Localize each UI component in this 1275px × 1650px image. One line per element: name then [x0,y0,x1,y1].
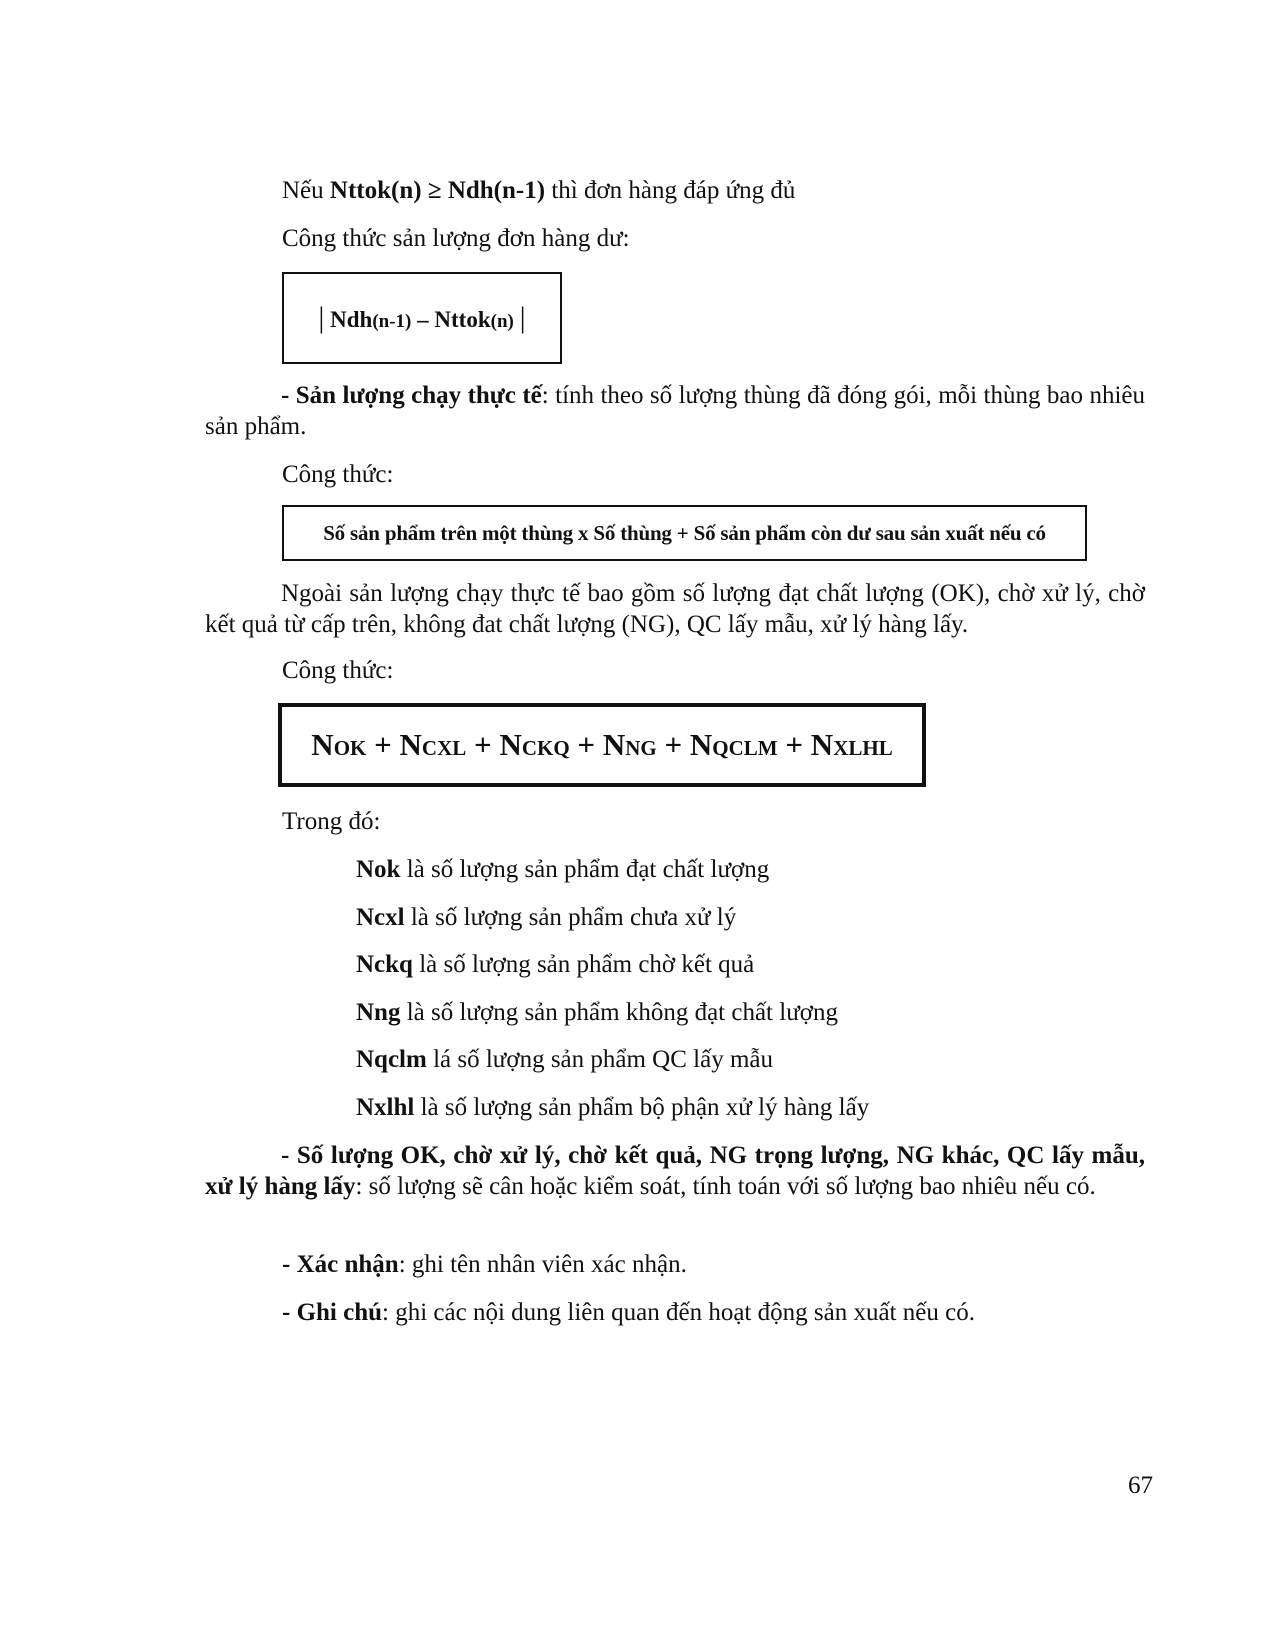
page-number: 67 [1128,1472,1153,1499]
actual-output-term: Sản lượng chạy thực tế [295,382,542,409]
definition-item [356,1093,869,1123]
sum-term-n: N [499,727,522,762]
formula-label-1: Công thức: [282,461,394,488]
formula-term-ndh-index: (n-1) [372,311,412,332]
breakdown-paragraph: Ngoài sản lượng chạy thực tế bao gồm số lượng đạt chất lượng (OK), chờ xử lý, chờ kết quả từ cấp trên, không đat chất lượng (NG), QC lấy mẫu, xử lý hàng lấy. [205,580,1145,638]
definition-item [356,855,769,885]
definition-item [356,903,736,933]
sum-term-n: N [602,727,626,762]
abs-bar-right: | [519,301,526,334]
confirm-line [282,1250,687,1280]
definition-term: Nqclm [356,1046,427,1073]
definition-item [356,950,754,980]
formula-term-nttok-index: (n) [490,311,514,332]
formula-term-ndh: Ndh [330,307,373,332]
sum-term-xlhl: XLHL [833,736,893,760]
sum-term-cxl: CXL [421,736,467,760]
quantities-paragraph [205,1140,1145,1202]
definition-text: là số lượng sản phẩm bộ phận xử lý hàng lấy [414,1094,870,1121]
bullet-dash: - [282,1251,297,1278]
definition-text: là số lượng sản phẩm không đạt chất lượng [400,999,838,1026]
where-label: Trong đó: [282,808,381,835]
actual-output-paragraph [205,380,1145,442]
definition-term: Nxlhl [356,1094,415,1121]
plus-sign: + [656,727,690,762]
bullet-dash: - [281,382,296,409]
plus-sign: + [777,727,811,762]
note-term: Ghi chú [296,1299,383,1326]
sum-formula [311,727,892,763]
quantities-text: : số lượng sẽ cân hoặc kiểm soát, tính toán với số lượng bao nhiêu nếu có. [355,1173,1096,1200]
sum-term-n: N [810,727,834,762]
abs-bar-left: | [318,301,325,334]
formula-minus: – [411,307,435,332]
definition-term: Ncxl [356,904,405,931]
confirm-text: : ghi tên nhân viên xác nhận. [398,1251,687,1278]
definition-term: Nng [356,999,401,1026]
condition-right-term: Ndh(n-1) [447,177,546,204]
condition-operator: ≥ [421,177,448,204]
sum-term-n: N [689,727,713,762]
definition-text: lá số lượng sản phẩm QC lấy mẫu [426,1046,773,1073]
note-text: : ghi các nội dung liên quan đến hoạt động sản xuất nếu có. [382,1299,975,1326]
condition-left-term: Nttok(n) [329,177,422,204]
condition-line [282,176,795,206]
plus-sign: + [466,727,500,762]
surplus-formula-box [282,272,562,364]
note-line [282,1298,975,1328]
actual-output-formula-box [282,505,1087,561]
definition-item [356,998,838,1028]
sum-term-ckq: CKQ [521,736,570,760]
definition-text: là số lượng sản phẩm chờ kết quả [412,951,755,978]
confirm-term: Xác nhận [296,1251,399,1278]
surplus-formula-label: Công thức sản lượng đơn hàng dư: [282,225,630,252]
sum-term-n: N [399,727,422,762]
definition-item [356,1045,773,1075]
bullet-dash: - [282,1299,297,1326]
condition-prefix: Nếu [282,177,330,204]
plus-sign: + [569,727,603,762]
definition-term: Nckq [356,951,413,978]
actual-output-text: : tính theo số lượng thùng đã đóng gói, mỗi thùng bao nhiêu sản phẩm. [205,382,1145,440]
definition-term: Nok [356,856,401,883]
condition-suffix: thì đơn hàng đáp ứng đủ [545,177,796,204]
sum-term-ok: OK [333,736,367,760]
bullet-dash: - [281,1142,297,1169]
definition-text: là số lượng sản phẩm chưa xử lý [404,904,737,931]
sum-term-qclm: QCLM [712,736,778,760]
surplus-formula [318,301,525,335]
formula-term-nttok: Nttok [434,307,491,332]
actual-output-formula: Số sản phẩm trên một thùng x Số thùng + Số sản phẩm còn dư sau sản xuất nếu có [323,520,1046,545]
plus-sign: + [366,727,400,762]
quantities-term: Số lượng OK, chờ xử lý, chờ kết quả, NG trọng lượng, NG khác, QC lấy mẫu, xử lý hàng lấy [205,1142,1145,1200]
sum-term-ng: NG [625,736,657,760]
sum-term-n: N [311,727,334,762]
sum-formula-box [278,703,926,787]
formula-label-2: Công thức: [282,657,394,684]
definition-text: là số lượng sản phẩm đạt chất lượng [400,856,770,883]
